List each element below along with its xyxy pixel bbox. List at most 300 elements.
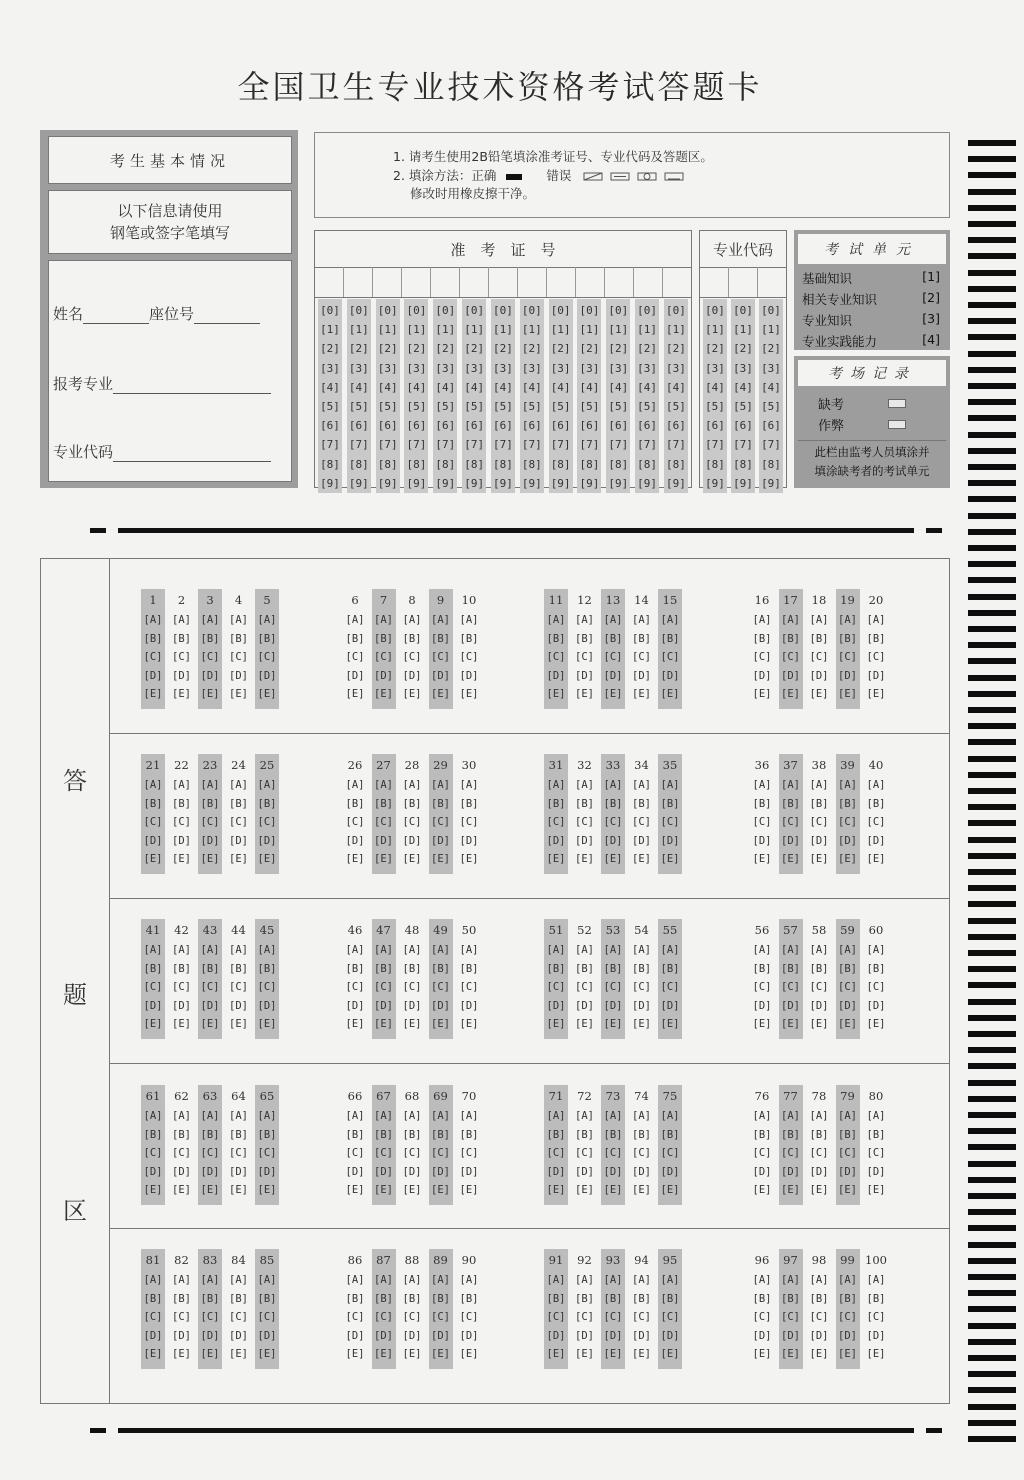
answer-bubble[interactable]: [E] (660, 1018, 680, 1030)
answer-bubble[interactable]: [C] (866, 981, 886, 993)
answer-bubble[interactable]: [E] (632, 1348, 651, 1360)
answer-bubble[interactable]: [E] (575, 1018, 594, 1030)
answer-bubble[interactable]: [D] (200, 1165, 220, 1178)
answer-bubble[interactable]: [D] (431, 1329, 450, 1342)
digit-bubble[interactable]: [2] (348, 342, 369, 356)
digit-bubble[interactable]: [9] (608, 476, 629, 490)
digit-bubble[interactable]: [7] (761, 438, 781, 452)
answer-bubble[interactable]: [E] (200, 1348, 220, 1360)
answer-bubble[interactable]: [C] (402, 1311, 422, 1323)
answer-bubble[interactable]: [B] (143, 632, 163, 645)
digit-bubble[interactable]: [7] (608, 438, 629, 452)
answer-bubble[interactable]: [A] (603, 779, 623, 791)
digit-bubble[interactable]: [5] (705, 400, 725, 414)
answer-bubble[interactable]: [E] (603, 1348, 623, 1360)
answer-bubble[interactable]: [A] (345, 1274, 365, 1286)
answer-bubble[interactable]: [D] (866, 999, 886, 1012)
digit-bubble[interactable]: [9] (761, 476, 781, 490)
answer-bubble[interactable]: [C] (866, 651, 886, 663)
digit-bubble[interactable]: [8] (705, 457, 725, 471)
answer-bubble[interactable]: [C] (603, 816, 623, 828)
answer-bubble[interactable]: [C] (575, 1311, 594, 1323)
answer-bubble[interactable]: [C] (752, 1147, 772, 1159)
answer-bubble[interactable]: [D] (546, 1165, 566, 1178)
answer-bubble[interactable]: [C] (200, 1311, 220, 1323)
answer-bubble[interactable]: [C] (752, 1311, 772, 1323)
answer-bubble[interactable]: [D] (632, 999, 651, 1012)
answer-bubble[interactable]: [B] (575, 1128, 594, 1141)
answer-bubble[interactable]: [A] (431, 1274, 450, 1286)
answer-bubble[interactable]: [A] (660, 614, 680, 626)
answer-bubble[interactable]: [D] (459, 834, 479, 847)
answer-bubble[interactable]: [C] (200, 1147, 220, 1159)
answer-bubble[interactable]: [D] (374, 1165, 393, 1178)
answer-bubble[interactable]: [D] (752, 999, 772, 1012)
answer-bubble[interactable]: [D] (838, 999, 857, 1012)
answer-bubble[interactable]: [C] (575, 1147, 594, 1159)
digit-bubble[interactable]: [7] (464, 438, 485, 452)
digit-bubble[interactable]: [6] (705, 419, 725, 433)
answer-bubble[interactable]: [E] (752, 1184, 772, 1196)
answer-bubble[interactable]: [A] (200, 614, 220, 626)
answer-bubble[interactable]: [E] (229, 688, 248, 700)
digit-bubble[interactable]: [4] (761, 380, 781, 394)
answer-bubble[interactable]: [A] (459, 1110, 479, 1122)
answer-bubble[interactable]: [E] (809, 1018, 829, 1030)
answer-bubble[interactable]: [D] (374, 669, 393, 682)
answer-bubble[interactable]: [D] (345, 1329, 365, 1342)
answer-bubble[interactable]: [A] (345, 944, 365, 956)
answer-bubble[interactable]: [D] (172, 1329, 191, 1342)
answer-bubble[interactable]: [A] (172, 1274, 191, 1286)
answer-bubble[interactable]: [C] (603, 651, 623, 663)
answer-bubble[interactable]: [A] (459, 1274, 479, 1286)
answer-bubble[interactable]: [B] (866, 1128, 886, 1141)
digit-bubble[interactable]: [0] (464, 304, 485, 317)
digit-bubble[interactable]: [5] (493, 400, 513, 414)
answer-bubble[interactable]: [D] (632, 834, 651, 847)
answer-bubble[interactable]: [C] (838, 651, 857, 663)
digit-bubble[interactable]: [8] (464, 457, 485, 471)
answer-bubble[interactable]: [A] (575, 1110, 594, 1122)
answer-bubble[interactable]: [B] (603, 1128, 623, 1141)
answer-bubble[interactable]: [A] (752, 1274, 772, 1286)
answer-bubble[interactable]: [A] (431, 1110, 450, 1122)
answer-bubble[interactable]: [B] (459, 962, 479, 975)
answer-bubble[interactable]: [E] (229, 1018, 248, 1030)
answer-bubble[interactable]: [B] (459, 632, 479, 645)
answer-bubble[interactable]: [D] (809, 834, 829, 847)
answer-bubble[interactable]: [B] (402, 632, 422, 645)
answer-bubble[interactable]: [B] (459, 797, 479, 810)
answer-bubble[interactable]: [B] (345, 632, 365, 645)
answer-bubble[interactable]: [C] (143, 981, 163, 993)
answer-bubble[interactable]: [E] (374, 853, 393, 865)
answer-bubble[interactable]: [E] (575, 688, 594, 700)
answer-bubble[interactable]: [C] (229, 1311, 248, 1323)
answer-bubble[interactable]: [A] (459, 944, 479, 956)
digit-bubble[interactable]: [0] (521, 304, 542, 317)
answer-bubble[interactable]: [D] (459, 999, 479, 1012)
digit-bubble[interactable]: [5] (579, 400, 600, 414)
answer-bubble[interactable]: [A] (459, 779, 479, 791)
answer-bubble[interactable]: [D] (229, 834, 248, 847)
digit-bubble[interactable]: [9] (348, 476, 369, 490)
answer-bubble[interactable]: [E] (345, 853, 365, 865)
digit-bubble[interactable]: [6] (579, 419, 600, 433)
digit-bubble[interactable]: [6] (733, 419, 753, 433)
answer-bubble[interactable]: [D] (752, 1329, 772, 1342)
write-cell[interactable] (460, 267, 489, 297)
answer-bubble[interactable]: [B] (603, 1292, 623, 1305)
answer-bubble[interactable]: [C] (752, 651, 772, 663)
answer-bubble[interactable]: [C] (459, 651, 479, 663)
answer-bubble[interactable]: [B] (200, 962, 220, 975)
name-field[interactable] (53, 303, 260, 324)
answer-bubble[interactable]: [C] (143, 816, 163, 828)
answer-bubble[interactable]: [D] (345, 669, 365, 682)
answer-bubble[interactable]: [B] (257, 1128, 277, 1141)
answer-bubble[interactable]: [A] (781, 779, 800, 791)
answer-bubble[interactable]: [D] (866, 669, 886, 682)
answer-bubble[interactable]: [B] (781, 1292, 800, 1305)
answer-bubble[interactable]: [C] (632, 651, 651, 663)
digit-bubble[interactable]: [1] (464, 323, 485, 337)
digit-bubble[interactable]: [3] (666, 361, 686, 375)
digit-bubble[interactable]: [3] (705, 361, 725, 375)
answer-bubble[interactable]: [E] (632, 1184, 651, 1196)
answer-bubble[interactable]: [C] (459, 1147, 479, 1159)
answer-bubble[interactable]: [A] (866, 614, 886, 626)
digit-bubble[interactable]: [2] (320, 342, 340, 356)
answer-bubble[interactable]: [E] (374, 1348, 393, 1360)
answer-bubble[interactable]: [D] (752, 1165, 772, 1178)
answer-bubble[interactable]: [C] (374, 816, 393, 828)
digit-bubble[interactable]: [8] (521, 457, 542, 471)
answer-bubble[interactable]: [B] (575, 797, 594, 810)
answer-bubble[interactable]: [E] (257, 1184, 277, 1196)
answer-bubble[interactable]: [D] (603, 999, 623, 1012)
answer-bubble[interactable]: [A] (431, 944, 450, 956)
answer-bubble[interactable]: [B] (632, 632, 651, 645)
answer-bubble[interactable]: [A] (143, 614, 163, 626)
answer-bubble[interactable]: [A] (374, 614, 393, 626)
answer-bubble[interactable]: [C] (603, 1147, 623, 1159)
digit-bubble[interactable]: [0] (377, 304, 398, 317)
answer-bubble[interactable]: [E] (575, 853, 594, 865)
answer-bubble[interactable]: [B] (172, 632, 191, 645)
answer-bubble[interactable]: [E] (575, 1348, 594, 1360)
answer-bubble[interactable]: [C] (143, 1311, 163, 1323)
digit-bubble[interactable]: [5] (435, 400, 456, 414)
answer-bubble[interactable]: [A] (374, 779, 393, 791)
answer-bubble[interactable]: [C] (459, 1311, 479, 1323)
answer-bubble[interactable]: [A] (781, 1110, 800, 1122)
answer-bubble[interactable]: [A] (229, 1274, 248, 1286)
answer-bubble[interactable]: [D] (603, 1165, 623, 1178)
answer-bubble[interactable]: [C] (575, 651, 594, 663)
digit-bubble[interactable]: [8] (320, 457, 340, 471)
answer-bubble[interactable]: [E] (838, 1184, 857, 1196)
answer-bubble[interactable]: [C] (172, 1147, 191, 1159)
answer-bubble[interactable]: [B] (752, 1128, 772, 1141)
digit-bubble[interactable]: [9] (705, 476, 725, 490)
digit-bubble[interactable]: [0] (579, 304, 600, 317)
digit-bubble[interactable]: [7] (579, 438, 600, 452)
answer-bubble[interactable]: [A] (200, 1110, 220, 1122)
answer-bubble[interactable]: [C] (809, 1311, 829, 1323)
answer-bubble[interactable]: [E] (143, 688, 163, 700)
answer-bubble[interactable]: [B] (257, 962, 277, 975)
answer-bubble[interactable]: [B] (374, 1292, 393, 1305)
answer-bubble[interactable]: [A] (229, 779, 248, 791)
digit-bubble[interactable]: [2] (608, 342, 629, 356)
answer-bubble[interactable]: [A] (200, 779, 220, 791)
answer-bubble[interactable]: [D] (866, 834, 886, 847)
answer-bubble[interactable]: [B] (229, 1292, 248, 1305)
answer-bubble[interactable]: [B] (838, 1128, 857, 1141)
answer-bubble[interactable]: [A] (781, 614, 800, 626)
digit-bubble[interactable]: [0] (550, 304, 571, 317)
answer-bubble[interactable]: [D] (632, 1165, 651, 1178)
digit-bubble[interactable]: [3] (733, 361, 753, 375)
answer-bubble[interactable]: [A] (402, 779, 422, 791)
answer-bubble[interactable]: [C] (546, 981, 566, 993)
answer-bubble[interactable]: [C] (229, 651, 248, 663)
digit-bubble[interactable]: [5] (608, 400, 629, 414)
answer-bubble[interactable]: [A] (143, 779, 163, 791)
answer-bubble[interactable]: [A] (257, 1274, 277, 1286)
answer-bubble[interactable]: [C] (838, 816, 857, 828)
digit-bubble[interactable]: [2] (579, 342, 600, 356)
answer-bubble[interactable]: [B] (431, 1128, 450, 1141)
digit-bubble[interactable]: [4] (550, 380, 571, 394)
answer-bubble[interactable]: [C] (257, 651, 277, 663)
answer-bubble[interactable]: [D] (838, 1165, 857, 1178)
answer-bubble[interactable]: [B] (660, 632, 680, 645)
digit-bubble[interactable]: [2] (493, 342, 513, 356)
answer-bubble[interactable]: [A] (809, 944, 829, 956)
answer-bubble[interactable]: [D] (459, 669, 479, 682)
answer-bubble[interactable]: [B] (781, 632, 800, 645)
answer-bubble[interactable]: [E] (866, 1184, 886, 1196)
answer-bubble[interactable]: [E] (345, 1018, 365, 1030)
answer-bubble[interactable]: [C] (660, 816, 680, 828)
answer-bubble[interactable]: [B] (345, 962, 365, 975)
answer-bubble[interactable]: [E] (431, 853, 450, 865)
digit-bubble[interactable]: [6] (521, 419, 542, 433)
answer-bubble[interactable]: [B] (229, 962, 248, 975)
answer-bubble[interactable]: [C] (632, 1311, 651, 1323)
digit-bubble[interactable]: [1] (733, 323, 753, 337)
answer-bubble[interactable]: [A] (172, 779, 191, 791)
answer-bubble[interactable]: [C] (374, 1311, 393, 1323)
digit-bubble[interactable]: [1] (320, 323, 340, 337)
answer-bubble[interactable]: [A] (866, 779, 886, 791)
answer-bubble[interactable]: [D] (200, 669, 220, 682)
answer-bubble[interactable]: [A] (660, 1274, 680, 1286)
digit-bubble[interactable]: [9] (493, 476, 513, 490)
answer-bubble[interactable]: [A] (632, 614, 651, 626)
answer-bubble[interactable]: [A] (752, 614, 772, 626)
answer-bubble[interactable]: [B] (459, 1128, 479, 1141)
answer-bubble[interactable]: [E] (143, 853, 163, 865)
answer-bubble[interactable]: [B] (257, 1292, 277, 1305)
answer-bubble[interactable]: [B] (752, 962, 772, 975)
answer-bubble[interactable]: [B] (809, 1292, 829, 1305)
answer-bubble[interactable]: [E] (345, 1348, 365, 1360)
digit-bubble[interactable]: [6] (761, 419, 781, 433)
answer-bubble[interactable]: [B] (431, 632, 450, 645)
digit-bubble[interactable]: [7] (435, 438, 456, 452)
answer-bubble[interactable]: [B] (838, 632, 857, 645)
answer-bubble[interactable]: [C] (345, 651, 365, 663)
answer-bubble[interactable]: [E] (200, 688, 220, 700)
answer-bubble[interactable]: [C] (402, 1147, 422, 1159)
answer-bubble[interactable]: [B] (402, 1292, 422, 1305)
answer-bubble[interactable]: [A] (546, 1110, 566, 1122)
answer-bubble[interactable]: [A] (603, 1274, 623, 1286)
answer-bubble[interactable]: [C] (632, 981, 651, 993)
answer-bubble[interactable]: [E] (546, 1018, 566, 1030)
answer-bubble[interactable]: [D] (660, 1165, 680, 1178)
answer-bubble[interactable]: [E] (172, 1348, 191, 1360)
answer-bubble[interactable]: [E] (459, 1348, 479, 1360)
answer-bubble[interactable]: [D] (172, 999, 191, 1012)
digit-bubble[interactable]: [9] (464, 476, 485, 490)
answer-bubble[interactable]: [E] (660, 1348, 680, 1360)
answer-bubble[interactable]: [B] (809, 797, 829, 810)
answer-bubble[interactable]: [E] (781, 853, 800, 865)
digit-bubble[interactable]: [4] (348, 380, 369, 394)
answer-bubble[interactable]: [A] (257, 944, 277, 956)
answer-bubble[interactable]: [B] (143, 962, 163, 975)
code-line[interactable] (113, 447, 271, 462)
answer-bubble[interactable]: [B] (866, 1292, 886, 1305)
answer-bubble[interactable]: [A] (546, 779, 566, 791)
answer-bubble[interactable]: [B] (603, 632, 623, 645)
answer-bubble[interactable]: [B] (752, 632, 772, 645)
write-cell[interactable] (605, 267, 634, 297)
exam-unit-item[interactable] (802, 290, 940, 308)
answer-bubble[interactable]: [B] (546, 1292, 566, 1305)
answer-bubble[interactable]: [D] (143, 999, 163, 1012)
answer-bubble[interactable]: [D] (603, 834, 623, 847)
answer-bubble[interactable]: [B] (143, 797, 163, 810)
digit-bubble[interactable]: [2] (666, 342, 686, 356)
answer-bubble[interactable]: [E] (838, 1018, 857, 1030)
answer-bubble[interactable]: [D] (257, 669, 277, 682)
answer-bubble[interactable]: [E] (257, 1348, 277, 1360)
digit-bubble[interactable]: [1] (377, 323, 398, 337)
write-cell[interactable] (700, 267, 729, 297)
answer-bubble[interactable]: [E] (546, 688, 566, 700)
answer-bubble[interactable]: [E] (459, 1184, 479, 1196)
answer-bubble[interactable]: [A] (781, 944, 800, 956)
answer-bubble[interactable]: [A] (632, 944, 651, 956)
answer-bubble[interactable]: [A] (546, 1274, 566, 1286)
answer-bubble[interactable]: [C] (752, 816, 772, 828)
digit-bubble[interactable]: [1] (579, 323, 600, 337)
answer-bubble[interactable]: [C] (402, 651, 422, 663)
answer-bubble[interactable]: [B] (660, 1292, 680, 1305)
answer-bubble[interactable]: [D] (660, 1329, 680, 1342)
answer-bubble[interactable]: [E] (431, 1348, 450, 1360)
digit-bubble[interactable]: [1] (550, 323, 571, 337)
answer-bubble[interactable]: [E] (752, 1018, 772, 1030)
answer-bubble[interactable]: [C] (660, 1311, 680, 1323)
answer-bubble[interactable]: [C] (603, 1311, 623, 1323)
major-line[interactable] (113, 379, 271, 394)
answer-bubble[interactable]: [D] (575, 1165, 594, 1178)
answer-bubble[interactable]: [E] (838, 688, 857, 700)
answer-bubble[interactable]: [B] (172, 962, 191, 975)
answer-bubble[interactable]: [D] (838, 1329, 857, 1342)
digit-bubble[interactable]: [9] (579, 476, 600, 490)
answer-bubble[interactable]: [B] (603, 962, 623, 975)
answer-bubble[interactable]: [B] (431, 1292, 450, 1305)
digit-bubble[interactable]: [4] (320, 380, 340, 394)
answer-bubble[interactable]: [A] (546, 944, 566, 956)
answer-bubble[interactable]: [A] (752, 779, 772, 791)
digit-bubble[interactable]: [3] (435, 361, 456, 375)
digit-bubble[interactable]: [1] (406, 323, 427, 337)
answer-bubble[interactable]: [B] (172, 1292, 191, 1305)
answer-bubble[interactable]: [B] (632, 962, 651, 975)
answer-bubble[interactable]: [D] (402, 1165, 422, 1178)
answer-bubble[interactable]: [B] (575, 632, 594, 645)
answer-bubble[interactable]: [A] (660, 1110, 680, 1122)
digit-bubble[interactable]: [9] (637, 476, 658, 490)
digit-bubble[interactable]: [1] (705, 323, 725, 337)
digit-bubble[interactable]: [6] (493, 419, 513, 433)
answer-bubble[interactable]: [D] (345, 999, 365, 1012)
answer-bubble[interactable]: [C] (632, 1147, 651, 1159)
answer-bubble[interactable]: [A] (660, 944, 680, 956)
digit-bubble[interactable]: [5] (464, 400, 485, 414)
answer-bubble[interactable]: [B] (752, 1292, 772, 1305)
answer-bubble[interactable]: [D] (402, 1329, 422, 1342)
digit-bubble[interactable]: [7] (733, 438, 753, 452)
answer-bubble[interactable]: [C] (200, 651, 220, 663)
exam-unit-item[interactable] (802, 269, 940, 287)
digit-bubble[interactable]: [5] (320, 400, 340, 414)
answer-bubble[interactable]: [E] (345, 1184, 365, 1196)
digit-bubble[interactable]: [2] (435, 342, 456, 356)
answer-bubble[interactable]: [C] (781, 816, 800, 828)
answer-bubble[interactable]: [A] (374, 1274, 393, 1286)
answer-bubble[interactable]: [C] (781, 651, 800, 663)
digit-bubble[interactable]: [5] (521, 400, 542, 414)
answer-bubble[interactable]: [D] (866, 1165, 886, 1178)
answer-bubble[interactable]: [E] (172, 688, 191, 700)
answer-bubble[interactable]: [D] (200, 1329, 220, 1342)
digit-bubble[interactable]: [6] (550, 419, 571, 433)
answer-bubble[interactable]: [A] (345, 779, 365, 791)
answer-bubble[interactable]: [E] (603, 1018, 623, 1030)
digit-bubble[interactable]: [0] (320, 304, 340, 317)
answer-bubble[interactable]: [E] (143, 1184, 163, 1196)
answer-bubble[interactable]: [E] (866, 1018, 886, 1030)
digit-bubble[interactable]: [4] (521, 380, 542, 394)
write-cell[interactable] (489, 267, 518, 297)
digit-bubble[interactable]: [8] (550, 457, 571, 471)
answer-bubble[interactable]: [E] (809, 853, 829, 865)
write-cell[interactable] (729, 267, 758, 297)
answer-bubble[interactable]: [B] (809, 962, 829, 975)
answer-bubble[interactable]: [B] (575, 1292, 594, 1305)
write-cell[interactable] (634, 267, 663, 297)
